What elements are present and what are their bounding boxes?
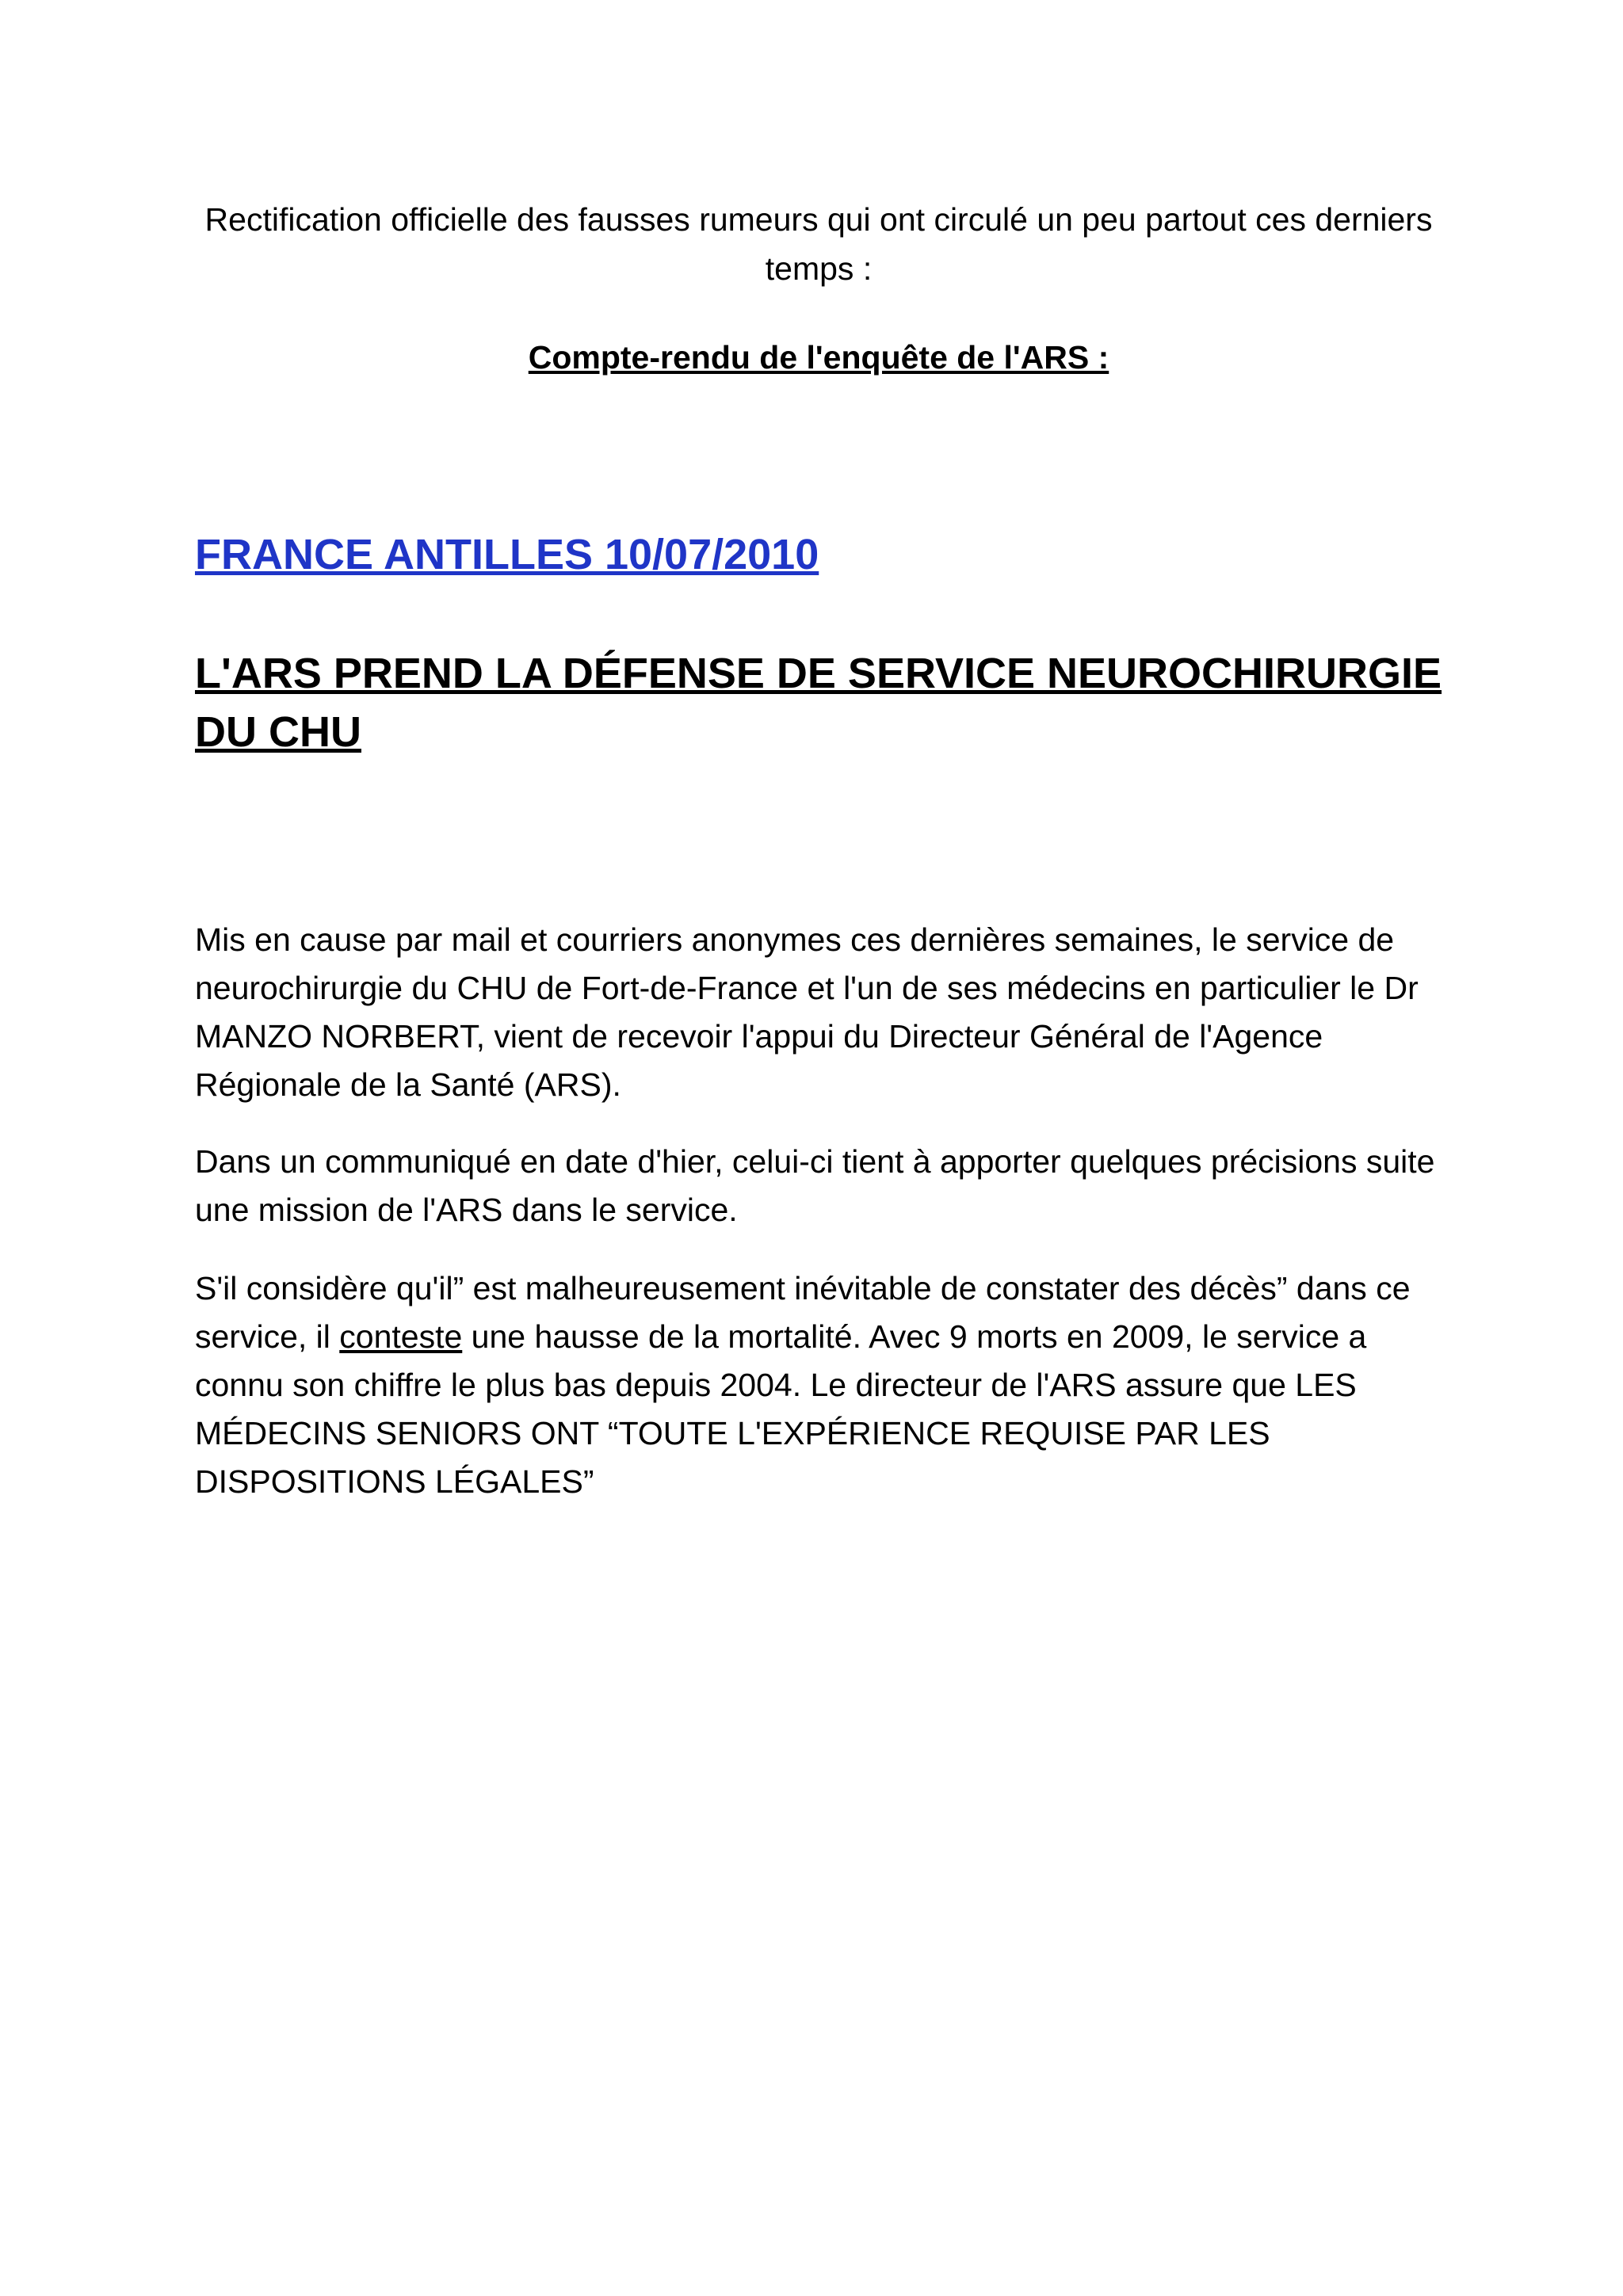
paragraph-1: Mis en cause par mail et courriers anonymes ces dernières semaines, le service de neurochirurgie du CHU de Fort-de-France et l'un de ses médecins en particulier le Dr MANZO NORBERT, vient de recevoir l'appui du Directeur Général de l'Agence Régionale de la Santé (ARS). (195, 921, 1419, 1103)
paragraph-3-underlined-word: conteste (339, 1318, 463, 1355)
source-link[interactable]: FRANCE ANTILLES 10/07/2010 (195, 531, 819, 578)
headline-text: L'ARS PREND LA DÉFENSE DE SERVICE NEUROCHIRURGIE DU CHU (195, 650, 1442, 756)
paragraph-2: Dans un communiqué en date d'hier, celui-ci tient à apporter quelques précisions suite une mission de l'ARS dans le service. (195, 1143, 1435, 1228)
paragraph-3 (195, 1264, 1439, 1506)
headline (195, 644, 1463, 761)
paragraph-3-part-2: une hausse de la mortalité. Avec 9 morts en 2009, le service a connu son chiffre le plus bas depuis 2004. Le directeur de l'ARS assure que LES MÉDECINS SENIORS ONT “TOUTE L'EXPÉRIENCE REQUISE PAR LES DISPOSITIONS LÉGALES” (195, 1318, 1367, 1500)
subtitle (195, 333, 1442, 382)
paragraph-3-part-1: S'il considère qu'il” est malheureusement inévitable de constater des décès” dans ce service, il (195, 1270, 1411, 1355)
subtitle-text: Compte-rendu de l'enquête de l'ARS : (528, 339, 1109, 376)
intro-text: Rectification officielle des fausses rumeurs qui ont circulé un peu partout ces derniers temps : (204, 201, 1433, 287)
